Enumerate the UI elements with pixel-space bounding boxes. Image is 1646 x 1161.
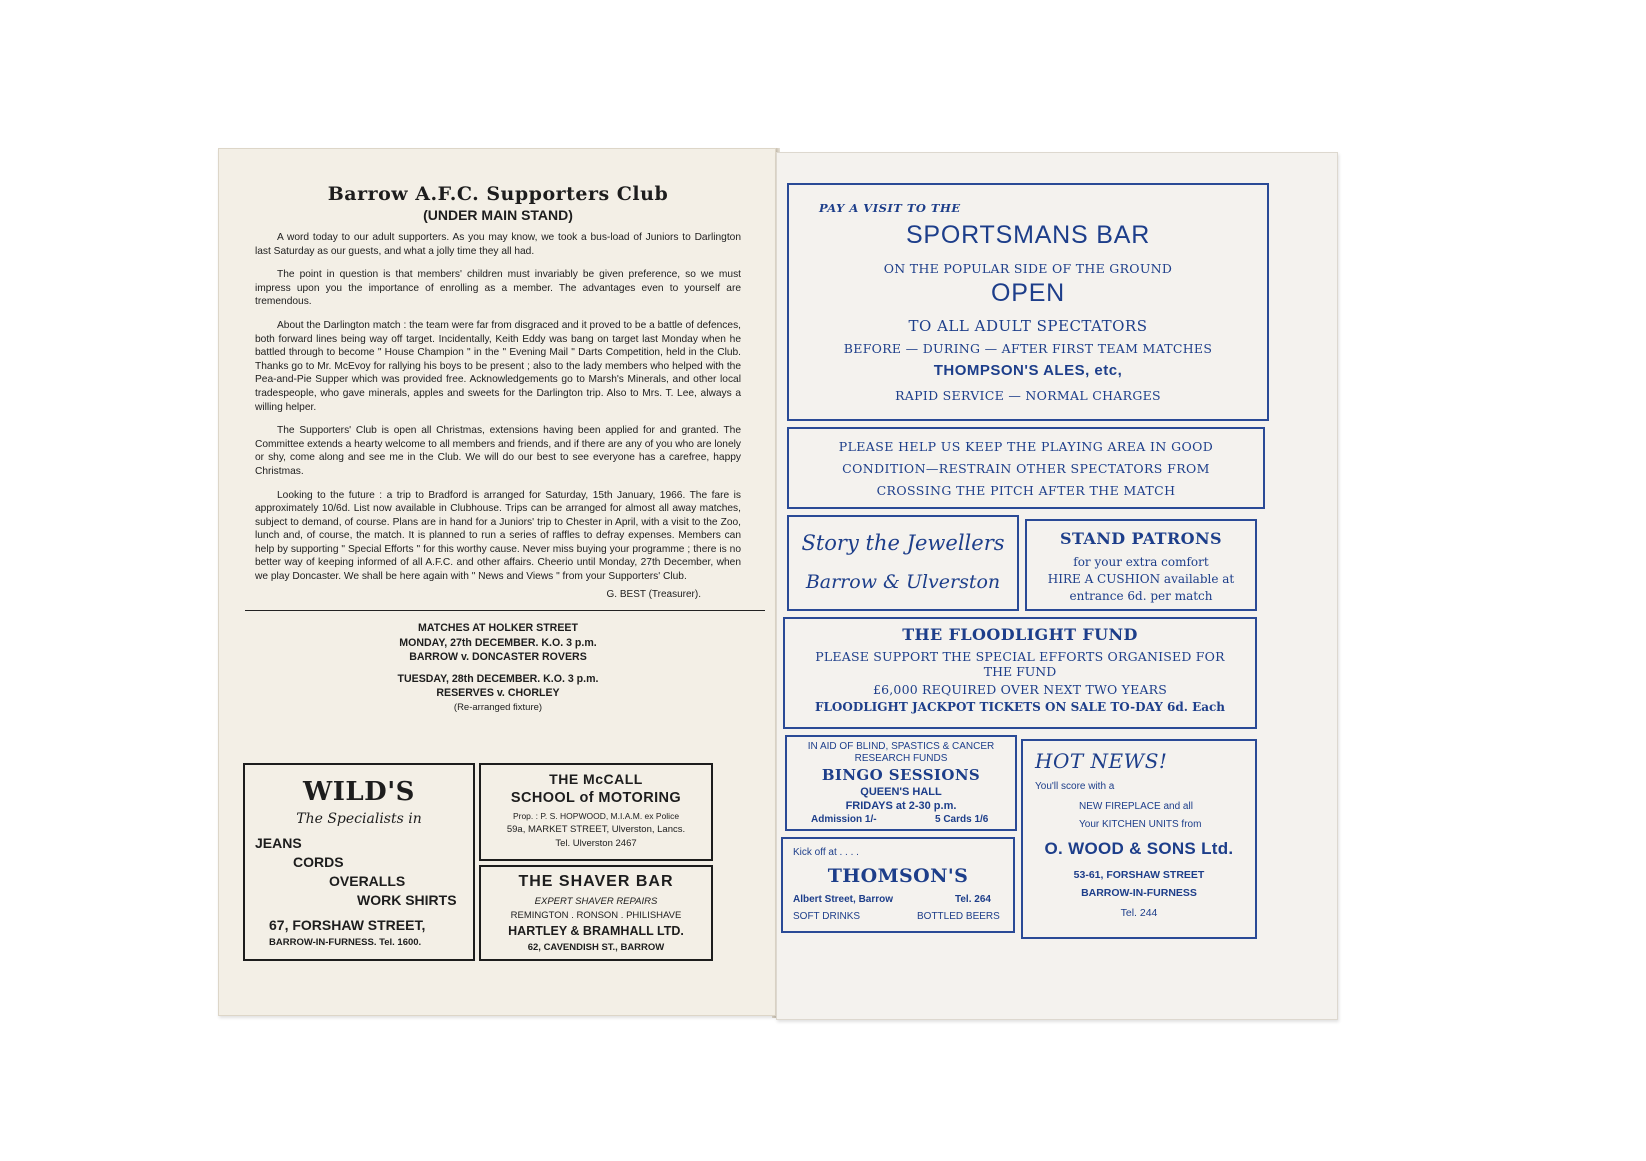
wilds-advert — [243, 763, 475, 961]
wilds-address: 67, FORSHAW STREET, — [269, 917, 426, 933]
pitch-line3: CROSSING THE PITCH AFTER THE MATCH — [876, 483, 1176, 498]
hotnews-town: BARROW-IN-FURNESS — [1081, 887, 1197, 899]
sportsmans-open: OPEN — [990, 279, 1066, 307]
thomsons-tel: Tel. 264 — [955, 894, 991, 905]
thomsons-street: Albert Street, Barrow — [793, 894, 894, 905]
wilds-town: BARROW-IN-FURNESS. Tel. 1600. — [269, 937, 422, 948]
mccall-address: 59a, MARKET STREET, Ulverston, Lancs. — [506, 824, 686, 835]
hotnews-address: 53-61, FORSHAW STREET — [1073, 869, 1205, 881]
floodlight-line1: PLEASE SUPPORT THE SPECIAL EFFORTS ORGANISED FOR — [815, 649, 1225, 664]
sportsmans-line3: BEFORE — DURING — AFTER FIRST TEAM MATCHES — [843, 341, 1213, 356]
right-page — [776, 152, 1338, 1020]
story-line1: Story the Jewellers — [801, 531, 1005, 555]
thomsons-drinks: SOFT DRINKS — [793, 911, 861, 922]
floodlight-fund-notice — [783, 617, 1257, 729]
stand-line1: for your extra comfort — [1073, 555, 1209, 569]
floodlight-title: THE FLOODLIGHT FUND — [902, 625, 1138, 644]
hotnews-line2: NEW FIREPLACE and all — [1079, 801, 1193, 812]
sportsmans-line2: TO ALL ADULT SPECTATORS — [908, 317, 1148, 335]
divider — [245, 610, 765, 611]
thomsons-advert — [781, 837, 1015, 933]
wilds-item: CORDS — [293, 854, 344, 870]
paragraph: The point in question is that members' children must invariably be given preference, so we must impress upon you the importance of enrolling as a member. The advantages even to yourself are tremendous. — [255, 269, 741, 308]
floodlight-line4: FLOODLIGHT JACKPOT TICKETS ON SALE TO-DAY 6d. Each — [814, 700, 1226, 714]
wilds-item: WORK SHIRTS — [357, 892, 457, 908]
shaver-brands: REMINGTON . RONSON . PHILISHAVE — [510, 910, 682, 921]
stand-line3: entrance 6d. per match — [1069, 589, 1213, 603]
story-line2: Barrow & Ulverston — [805, 571, 1001, 593]
stand-patrons-advert — [1025, 519, 1257, 611]
shaver-company: HARTLEY & BRAMHALL LTD. — [508, 924, 684, 938]
floodlight-line2: THE FUND — [983, 664, 1057, 679]
pitch-line1: PLEASE HELP US KEEP THE PLAYING AREA IN GOOD — [838, 439, 1214, 454]
sportsmans-ales: THOMPSON'S ALES, etc, — [933, 362, 1123, 379]
shaver-name: THE SHAVER BAR — [518, 873, 674, 890]
pitch-line2: CONDITION—RESTRAIN OTHER SPECTATORS FROM — [842, 461, 1210, 476]
sportsmans-bar-advert — [787, 183, 1269, 421]
mccall-tel: Tel. Ulverston 2467 — [555, 838, 637, 849]
shaver-sub: EXPERT SHAVER REPAIRS — [534, 896, 658, 907]
wilds-tagline: The Specialists in — [296, 811, 422, 827]
floodlight-line3: £6,000 REQUIRED OVER NEXT TWO YEARS — [872, 682, 1168, 697]
mccall-line1: THE McCALL — [549, 771, 643, 787]
mccall-prop: Prop. : P. S. HOPWOOD, M.I.A.M. ex Police — [512, 811, 680, 821]
paragraph: About the Darlington match : the team were far from disgraced and it proved to be a battle of defences, both forward lines being way off target. Incidentally, Keith Eddy was bang on target last Monday when he battled through to become " House Champion " in the " Evening Mail " Darts Competition, held in the Club. Thanks go to Mr. McEvoy for rallying his boys to be present ; also to the lady members who helped with the Pea-and-Pie Supper which was provided free. Acknowledgements go to Marsh's Minerals, and other local tradespeople, who gave minerals, apples and sweets for the Darlington trip. Also to Mrs. T. Lee, always a willing helper. — [255, 319, 741, 413]
thomsons-kick: Kick off at . . . . — [793, 847, 859, 858]
wilds-item: JEANS — [255, 835, 302, 851]
hotnews-tel: Tel. 244 — [1120, 907, 1158, 919]
left-page — [218, 148, 776, 1016]
club-subtitle: (UNDER MAIN STAND) — [423, 207, 573, 223]
stand-title: STAND PATRONS — [1060, 529, 1222, 548]
shaver-address: 62, CAVENDISH ST., BARROW — [527, 942, 665, 953]
hotnews-line3: Your KITCHEN UNITS from — [1079, 819, 1202, 830]
fixture-teams: RESERVES v. CHORLEY — [436, 687, 560, 699]
bingo-when: FRIDAYS at 2-30 p.m. — [845, 800, 957, 812]
signature: G. BEST (Treasurer). — [606, 588, 701, 600]
hotnews-company: O. WOOD & SONS Ltd. — [1044, 839, 1234, 858]
sportsmans-line4: RAPID SERVICE — NORMAL CHARGES — [895, 388, 1161, 403]
bingo-title: BINGO SESSIONS — [821, 766, 981, 784]
bingo-venue: QUEEN'S HALL — [860, 786, 942, 798]
pitch-notice — [787, 427, 1265, 509]
fixture-date: MONDAY, 27th DECEMBER. K.O. 3 p.m. — [399, 636, 597, 649]
sportsmans-line1: ON THE POPULAR SIDE OF THE GROUND — [883, 261, 1173, 276]
shaver-bar-advert — [479, 865, 713, 961]
fixture-note: (Re-arranged fixture) — [453, 701, 543, 713]
fixture-teams: BARROW v. DONCASTER ROVERS — [409, 651, 587, 663]
thomsons-name: THOMSON'S — [827, 865, 969, 887]
wilds-item: OVERALLS — [329, 873, 406, 889]
club-notes — [255, 231, 741, 601]
mccall-advert — [479, 763, 713, 861]
story-jewellers-advert — [787, 515, 1019, 611]
paragraph: Looking to the future : a trip to Bradford is arranged for Saturday, 15th January, 1966. The fare is approximately 10/6d. List now available in Clubhouse. Trips can be arranged for almost all away matches, subject to demand, of course. Plans are in hand for a Juniors' trip to Chester in April, with a visit to the Zoo, lunch and, of course, the match. It is planned to run a series of raffles to defray expenses. Members can help by supporting " Special Efforts " for this worthy cause. Never miss buying your programme ; there is no better way of keeping informed of all A.F.C. and other affairs. Cheerio until Monday, 27th December, when we play Doncaster. We shall be here again with " News and Views " from your Supporters' Club. — [255, 489, 741, 583]
fixture-date: TUESDAY, 28th DECEMBER. K.O. 3 p.m. — [397, 672, 599, 685]
paragraph: A word today to our adult supporters. As you may know, we took a bus-load of Juniors to Darlington last Saturday as our guests, and what a jolly time they all had. — [255, 232, 741, 257]
bingo-line1: IN AID OF BLIND, SPASTICS & CANCER — [807, 741, 995, 752]
fixtures — [219, 621, 777, 715]
mccall-line2: SCHOOL of MOTORING — [510, 790, 682, 806]
thomsons-beers: BOTTLED BEERS — [917, 911, 1000, 922]
sportsmans-title: SPORTSMANS BAR — [905, 221, 1151, 249]
sportsmans-intro: PAY A VISIT TO THE — [819, 201, 961, 215]
club-title: Barrow A.F.C. Supporters Club — [327, 183, 669, 205]
hotnews-line1: You'll score with a — [1035, 781, 1115, 792]
stand-line2: HIRE A CUSHION available at — [1047, 572, 1235, 586]
hot-news-advert — [1021, 739, 1257, 939]
paragraph: The Supporters' Club is open all Christmas, extensions having been applied for and granted. The Committee extends a hearty welcome to all members and friends, and if there are any of you who are lonely or shy, come along and see me in the Club. We will do our best to see everyone has a carefree, happy Christmas. — [255, 425, 741, 477]
bingo-cards: 5 Cards 1/6 — [935, 814, 989, 825]
bingo-advert — [785, 735, 1017, 831]
bingo-admission: Admission 1/- — [811, 814, 877, 825]
bingo-line2: RESEARCH FUNDS — [854, 753, 948, 764]
hotnews-title: HOT NEWS! — [1035, 749, 1168, 773]
wilds-name: WILD'S — [303, 777, 415, 807]
fixtures-heading: MATCHES AT HOLKER STREET — [418, 622, 578, 634]
